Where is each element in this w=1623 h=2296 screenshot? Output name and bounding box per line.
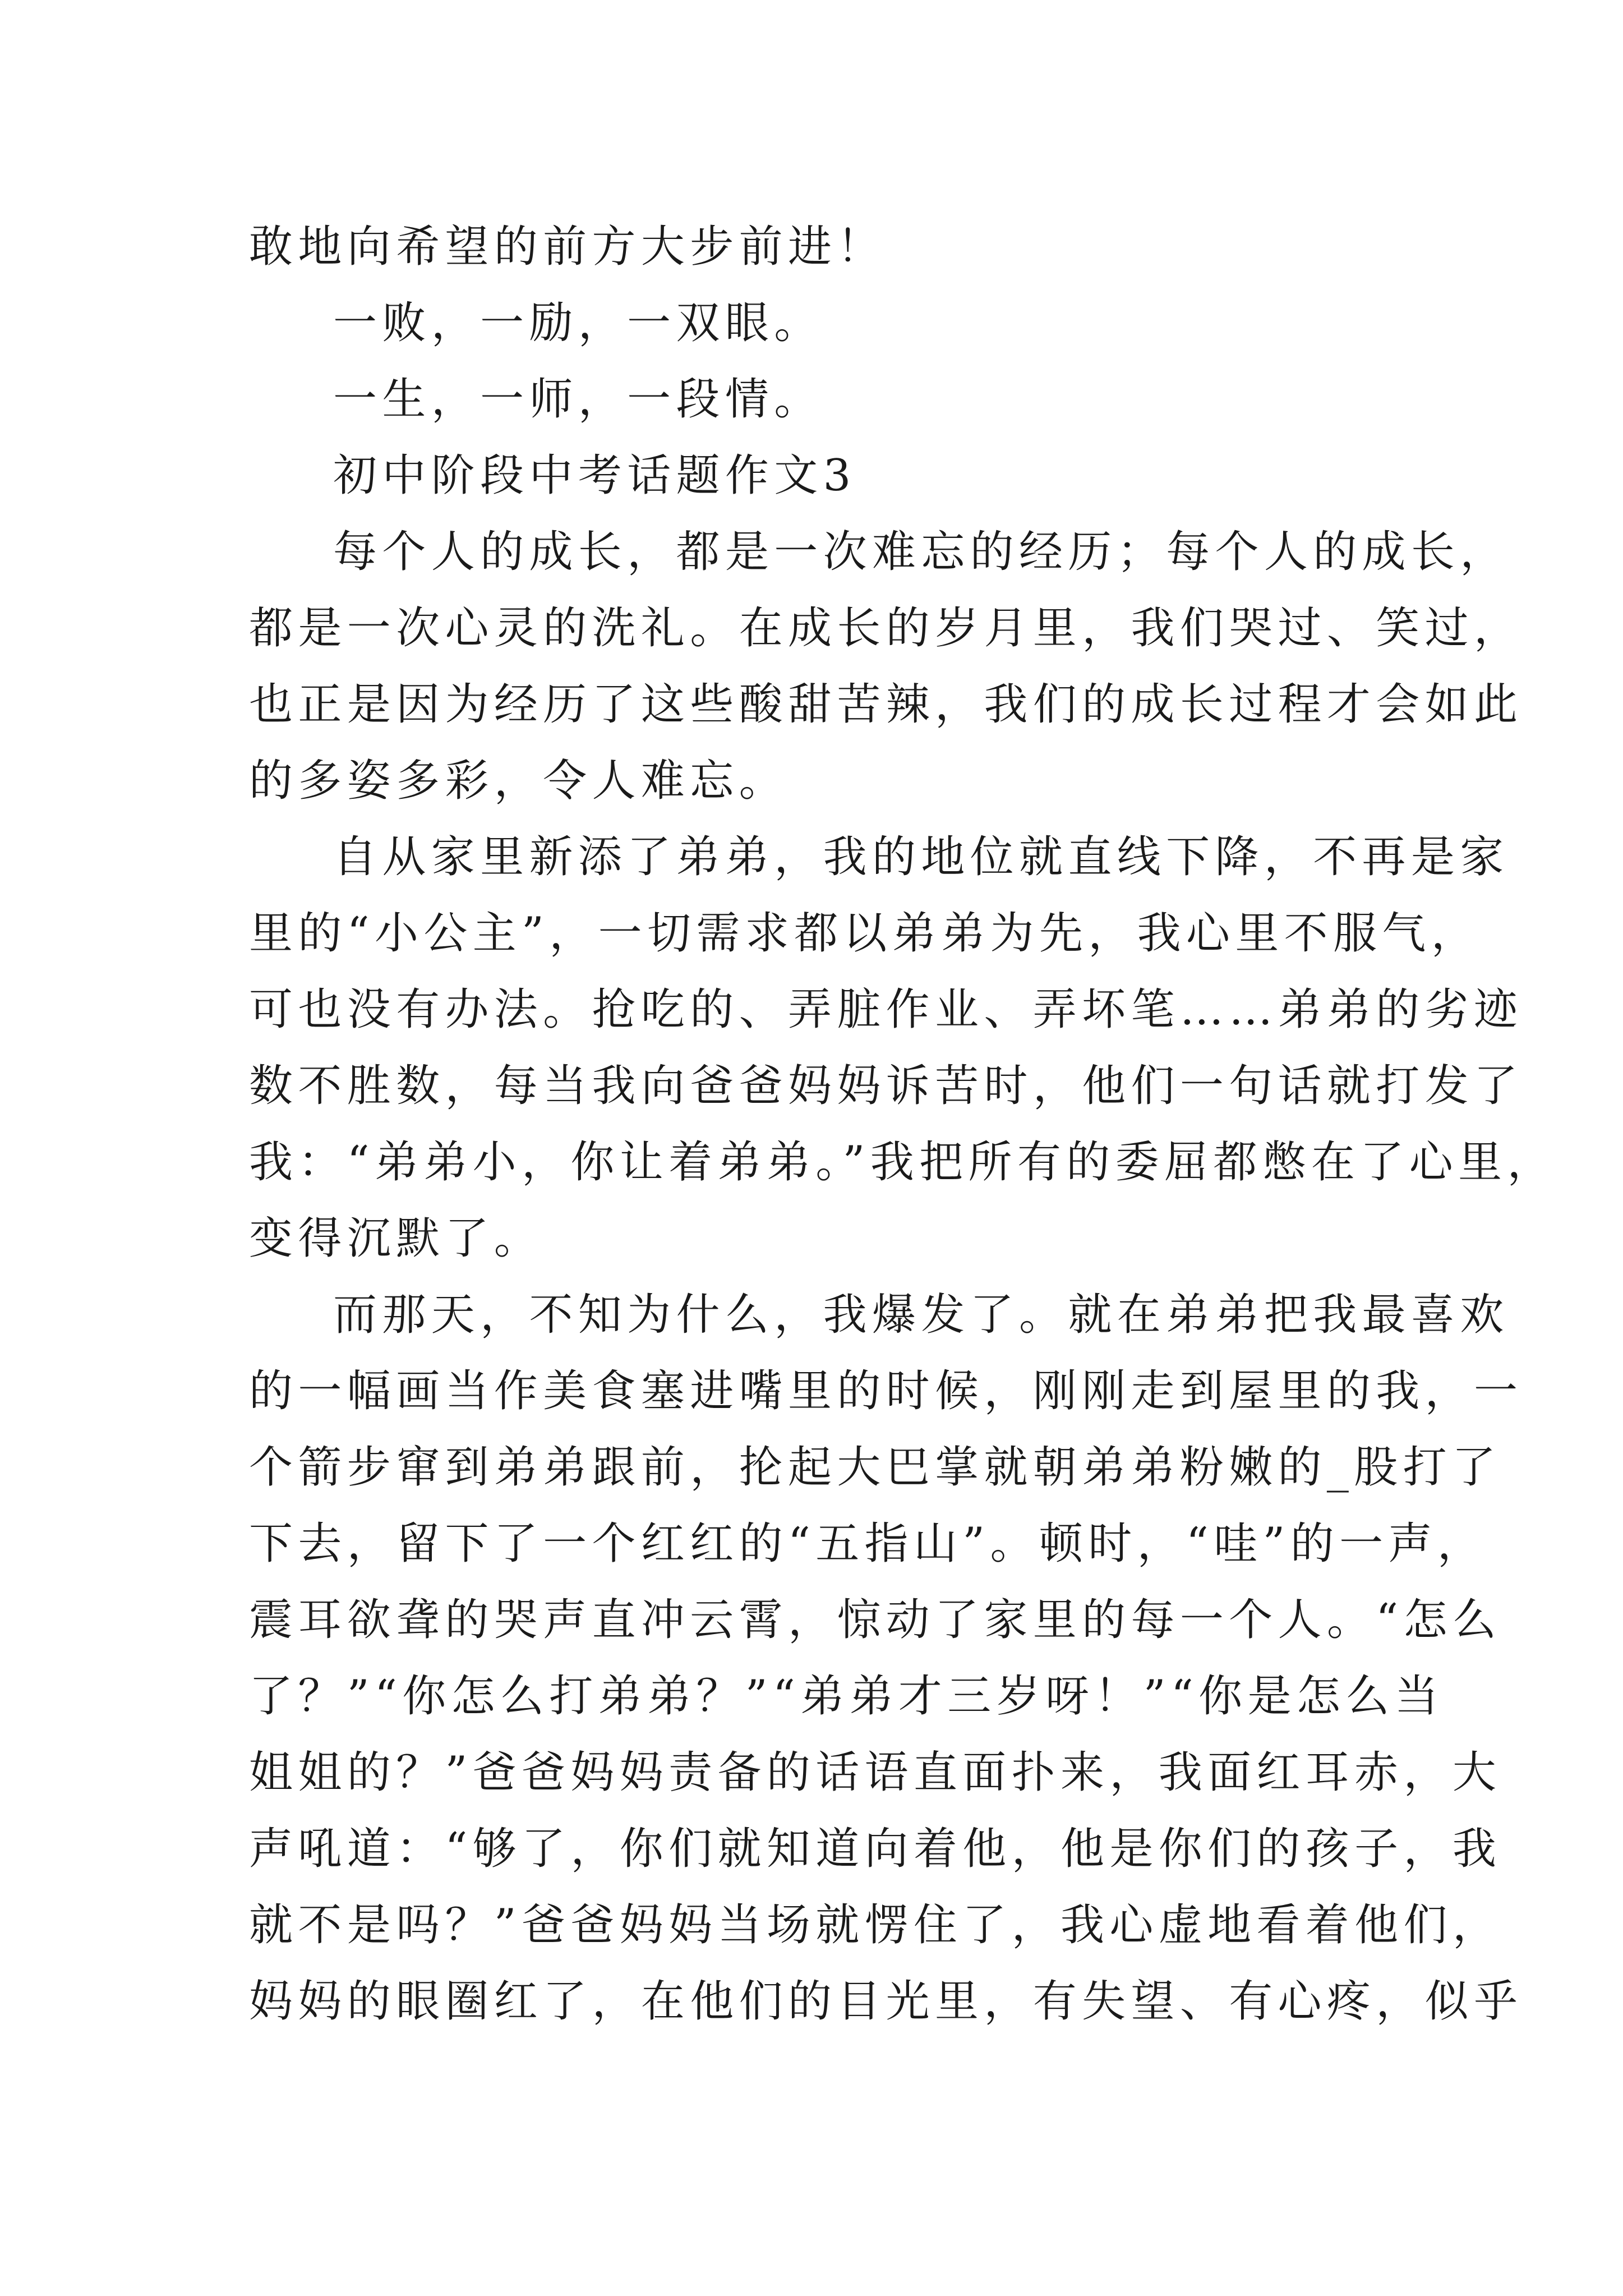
paragraph-line: 也正是因为经历了这些酸甜苦辣，我们的成长过程才会如此 [249, 679, 1523, 730]
continuation-line: 敢地向希望的前方大步前进！ [249, 222, 886, 272]
paragraph-line: 的一幅画当作美食塞进嘴里的时候，刚刚走到屋里的我，一 [249, 1366, 1523, 1416]
paragraph-line: 下去，留下了一个红红的“五指山”。顿时，“哇”的一声， [249, 1519, 1487, 1569]
verse-line: 一生，一师，一段情。 [333, 374, 823, 425]
paragraph-line: 里的“小公主”，一切需求都以弟弟为先，我心里不服气， [249, 908, 1481, 959]
paragraph-line: 的多姿多彩，令人难忘。 [249, 756, 788, 806]
paragraph-line: 可也没有办法。抢吃的、弄脏作业、弄坏笔……弟弟的劣迹 [249, 984, 1523, 1035]
paragraph-line: 个箭步窜到弟弟跟前，抡起大巴掌就朝弟弟粉嫩的_股打了 [249, 1442, 1501, 1493]
paragraph-line: 姐姐的？”爸爸妈妈责备的话语直面扑来，我面红耳赤，大 [249, 1747, 1502, 1798]
paragraph-line: 自从家里新添了弟弟，我的地位就直线下降，不再是家 [333, 832, 1509, 882]
paragraph-line: 就不是吗？”爸爸妈妈当场就愣住了，我心虚地看着他们， [249, 1900, 1502, 1950]
paragraph-line: 了？”“你怎么打弟弟？”“弟弟才三岁呀！”“你是怎么当 [249, 1671, 1444, 1722]
verse-line: 一败，一励，一双眼。 [333, 298, 823, 348]
paragraph-line: 变得沉默了。 [249, 1213, 543, 1264]
paragraph-line: 数不胜数，每当我向爸爸妈妈诉苦时，他们一句话就打发了 [249, 1061, 1523, 1111]
paragraph-line: 震耳欲聋的哭声直冲云霄，惊动了家里的每一个人。“怎么 [249, 1595, 1502, 1645]
paragraph-line: 每个人的成长，都是一次难忘的经历；每个人的成长， [333, 527, 1509, 577]
paragraph-line: 都是一次心灵的洗礼。在成长的岁月里，我们哭过、笑过， [249, 603, 1523, 654]
paragraph-line: 而那天，不知为什么，我爆发了。就在弟弟把我最喜欢 [333, 1290, 1509, 1340]
paragraph-line: 妈妈的眼圈红了，在他们的目光里，有失望、有心疼，似乎 [249, 1976, 1523, 2027]
document-body [249, 209, 1556, 2040]
section-title: 初中阶段中考话题作文3 [333, 450, 856, 501]
paragraph-line: 声吼道：“够了，你们就知道向着他，他是你们的孩子，我 [249, 1824, 1502, 1874]
paragraph-line: 我：“弟弟小，你让着弟弟。”我把所有的委屈都憋在了心里， [249, 1137, 1556, 1188]
